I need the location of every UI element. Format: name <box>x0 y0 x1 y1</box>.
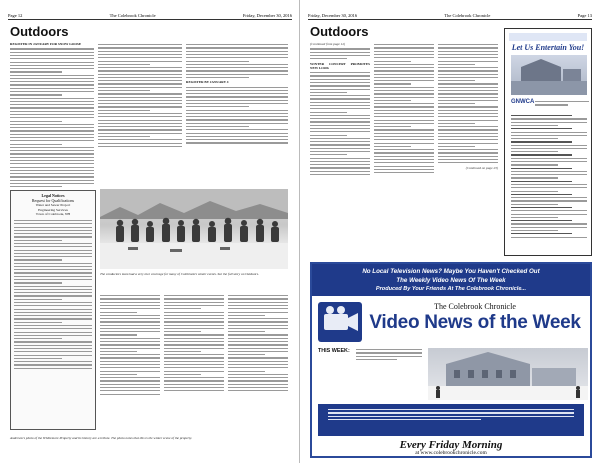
right-col2-body <box>374 44 434 173</box>
right-page-header <box>308 9 592 20</box>
right-article-col-1 <box>310 42 370 257</box>
video-ad-description-band <box>318 404 584 436</box>
left-page-header <box>8 9 292 20</box>
video-ad-building-photo <box>428 348 588 400</box>
entertain-ad-top-band <box>509 33 587 41</box>
left-page-number: Page 12 <box>8 13 23 18</box>
right-paper-name: The Colebrook Chronicle <box>444 13 491 18</box>
legal-notice-title: Legal Notices <box>41 193 65 198</box>
left-col1-headline: REGISTER IN JANUARY FOR SNOW GOOSE <box>10 42 82 46</box>
right-article-col-2 <box>374 42 434 257</box>
left-lower-col1-body <box>100 295 160 395</box>
gnwca-logo: GNWCA <box>511 99 535 105</box>
right-col1-body-b <box>310 72 370 175</box>
group-photo-caption: The conductors team had a very nice coverage for many of Colebrook's winter events. See the full story on Outdoors. <box>100 272 259 276</box>
left-article-col-3 <box>186 42 288 184</box>
right-page-date: Friday, December 30, 2016 <box>308 13 358 18</box>
video-ad-paper-name: The Colebrook Chronicle <box>434 302 516 311</box>
video-ad-this-week-list <box>356 347 422 362</box>
video-ad-top-line-3: Produced By Your Friends At The Colebrook Chronicle... <box>375 286 527 292</box>
video-ad-top-line-1: No Local Television News? Maybe You Haven't Checked Out <box>362 268 540 275</box>
left-section-title: Outdoors <box>10 24 69 39</box>
video-ad-website-link[interactable]: at www.colebrookchronicle.com <box>415 450 487 456</box>
left-lower-col3-body <box>228 295 288 391</box>
left-lower-col-3 <box>228 293 288 433</box>
entertain-ad-photo-image <box>511 55 587 95</box>
continued-on-label: (Continued on page 23) <box>465 165 498 170</box>
right-page <box>300 0 600 463</box>
video-ad-description <box>318 404 584 425</box>
left-paper-name: The Colebrook Chronicle <box>109 13 156 18</box>
continued-from-label: (Continued from page 12) <box>310 42 346 46</box>
video-ad-headline: Video News of the Week <box>369 312 581 333</box>
legal-notice-line-2: Engineering Services <box>38 207 68 212</box>
left-page-date: Friday, December 30, 2016 <box>242 13 292 18</box>
left-col1-body <box>10 48 94 187</box>
right-col1-headline: WINTER CONCERT PROMOTES NEW LOOK <box>310 61 370 70</box>
right-article-col-3 <box>438 42 498 257</box>
left-col3-headline: REGISTER BY JANUARY 4 <box>186 80 229 85</box>
video-camera-graphic <box>318 302 362 342</box>
entertain-ad-photo <box>511 55 587 95</box>
bottom-photo-caption: Anderson's photo of the Whittemore Property and its history are a tribute. The photo notes that this is the winter scene of the property. <box>10 436 193 440</box>
left-col3-body-a <box>186 44 288 78</box>
group-photo-image <box>100 189 288 269</box>
video-ad-building-image <box>428 348 588 400</box>
left-article-col-2 <box>98 42 182 184</box>
legal-notice-subtitle: Request for Qualifications <box>31 197 75 203</box>
left-col2-body <box>98 44 182 147</box>
right-page-number: Page 13 <box>577 13 592 18</box>
entertain-ad-headline: Let Us Entertain You! <box>511 43 585 52</box>
right-col3-body <box>438 44 498 163</box>
video-camera-icon <box>318 302 362 342</box>
video-news-ad[interactable] <box>310 262 592 458</box>
right-col1-body-a <box>310 48 370 59</box>
legal-notice-box <box>10 190 96 430</box>
right-section-title: Outdoors <box>310 24 369 39</box>
video-ad-top-line-2: The Weekly Video News Of The Week <box>396 277 506 284</box>
legal-notice-line-3: Town of Colebrook, NH <box>35 212 71 217</box>
legal-notice-line-1: Water and Sewer Project <box>35 203 71 208</box>
entertain-ad-schedule <box>511 113 587 240</box>
video-ad-this-week: THIS WEEK: <box>318 348 350 354</box>
video-ad-footer-line-1: Every Friday Morning <box>399 439 503 451</box>
legal-notice-body <box>14 220 92 369</box>
outdoor-group-photo <box>100 189 288 269</box>
entertain-ad-logo-text <box>535 99 589 108</box>
left-lower-col-1 <box>100 293 160 433</box>
left-lower-col-2 <box>164 293 224 433</box>
left-lower-col2-body <box>164 295 224 391</box>
entertain-ad[interactable] <box>504 28 592 256</box>
left-col3-body-b <box>186 87 288 144</box>
